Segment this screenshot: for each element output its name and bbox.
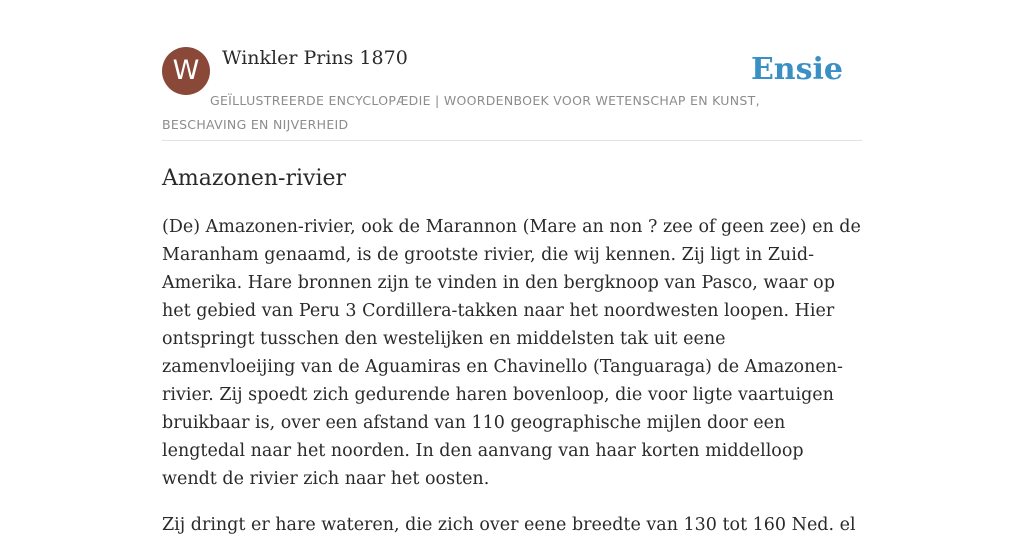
article-paragraph: Zij dringt er hare wateren, die zich over eene breedte van 130 tot 160 Ned. el xyxy=(162,515,856,535)
avatar[interactable]: W xyxy=(162,47,210,95)
header xyxy=(162,46,862,141)
article-paragraph: (De) Amazonen-rivier, ook de Marannon (Mare an non ? zee of geen zee) en de Maranham genaamd, is de grootste rivier, die wij kennen. Zij ligt in Zuid-Amerika. Hare bronnen zijn te vinden in den bergknoop van Pasco, waar op het gebied van Peru 3 Cordillera-takken naar het noordwesten loopen. Hier ontspringt tusschen den westelijken en middelsten tak uit eene zamenvloeijing van de Aguamiras en Chavinello (Tanguaraga) de Amazonen-rivier. Zij spoedt zich gedurende haren bovenloop, die voor ligte vaartuigen bruikbaar is, over een afstand van 110 geographische mijlen door een lengtedal naar het noorden. In den aanvang van haar korten middelloop wendt de rivier zich naar het oosten. xyxy=(162,217,861,489)
article-title: Amazonen-rivier xyxy=(162,166,347,191)
article xyxy=(162,163,862,539)
source-title[interactable]: Winkler Prins 1870 xyxy=(222,47,408,69)
source-subtitle: GEÏLLUSTREERDE ENCYCLOPÆDIE | WOORDENBOEK VOOR WETENSCHAP EN KUNST, BESCHAVING EN NIJVERHEID xyxy=(162,93,760,132)
brand-logo[interactable]: Ensie xyxy=(750,52,843,87)
